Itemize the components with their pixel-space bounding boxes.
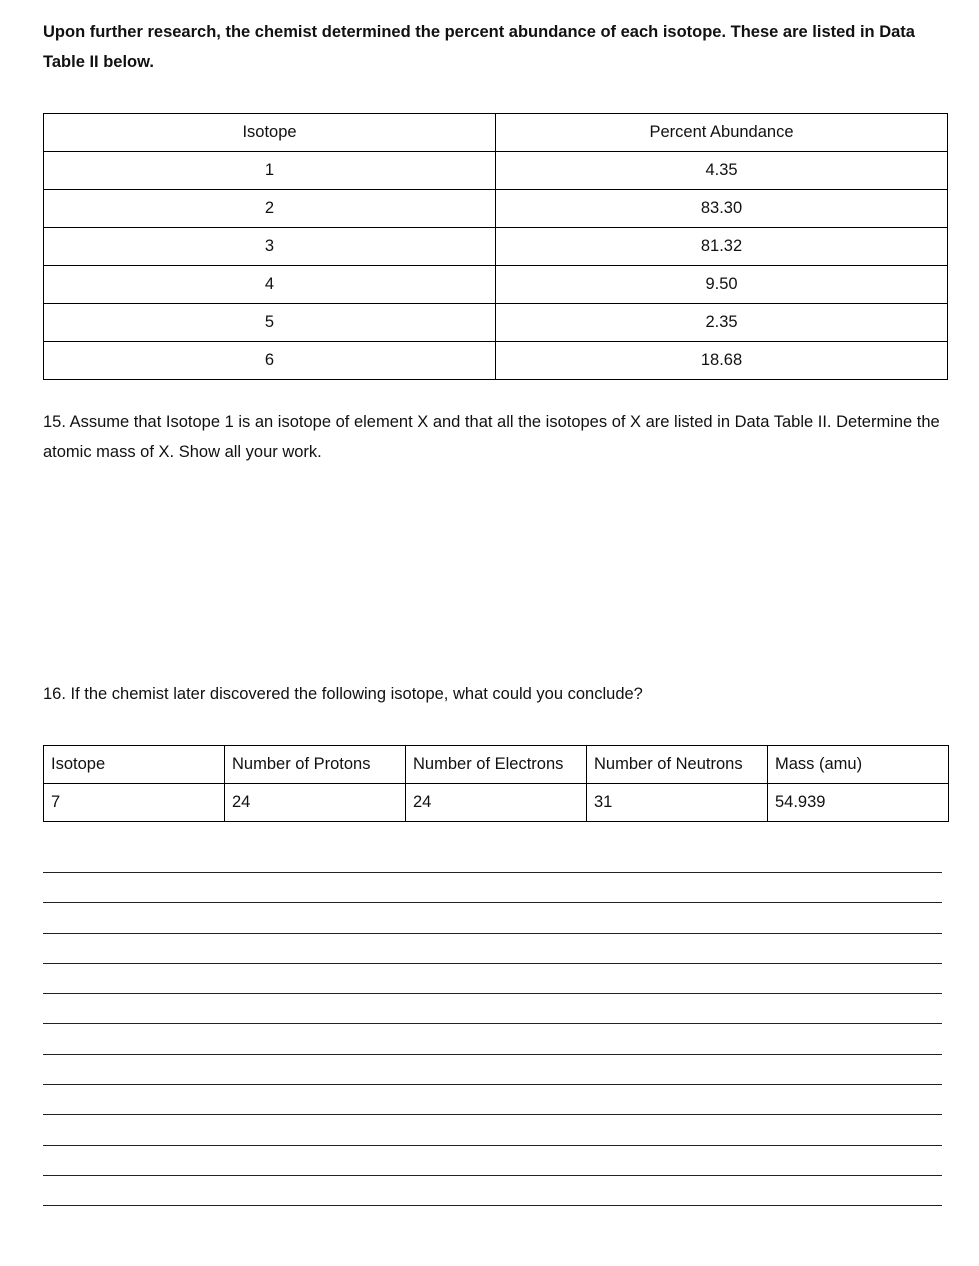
question-16: 16. If the chemist later discovered the following isotope, what could you conclude? xyxy=(43,685,643,703)
header-mass: Mass (amu) xyxy=(768,746,949,784)
isotope-7-table xyxy=(43,745,949,822)
cell-abundance: 18.68 xyxy=(496,342,948,380)
cell-neutrons: 31 xyxy=(587,784,768,822)
answer-line xyxy=(43,872,942,902)
answer-line xyxy=(43,993,942,1023)
cell-abundance: 83.30 xyxy=(496,190,948,228)
header-neutrons: Number of Neutrons xyxy=(587,746,768,784)
cell-isotope: 1 xyxy=(44,152,496,190)
answer-line xyxy=(43,963,942,993)
table-row xyxy=(44,342,948,380)
header-protons: Number of Protons xyxy=(225,746,406,784)
answer-lines xyxy=(43,872,942,1236)
cell-isotope: 6 xyxy=(44,342,496,380)
cell-isotope: 7 xyxy=(44,784,225,822)
cell-abundance: 2.35 xyxy=(496,304,948,342)
answer-line xyxy=(43,1054,942,1084)
answer-line xyxy=(43,1023,942,1053)
header-isotope: Isotope xyxy=(44,114,496,152)
table-header-row xyxy=(44,114,948,152)
answer-line xyxy=(43,1145,942,1175)
cell-protons: 24 xyxy=(225,784,406,822)
header-isotope: Isotope xyxy=(44,746,225,784)
header-electrons: Number of Electrons xyxy=(406,746,587,784)
cell-mass: 54.939 xyxy=(768,784,949,822)
data-table-ii xyxy=(43,113,948,380)
table-row xyxy=(44,784,949,822)
answer-line xyxy=(43,1205,942,1235)
cell-abundance: 4.35 xyxy=(496,152,948,190)
answer-line xyxy=(43,1114,942,1144)
table-row xyxy=(44,152,948,190)
cell-abundance: 81.32 xyxy=(496,228,948,266)
cell-abundance: 9.50 xyxy=(496,266,948,304)
table-row xyxy=(44,266,948,304)
cell-electrons: 24 xyxy=(406,784,587,822)
answer-line xyxy=(43,1175,942,1205)
answer-line xyxy=(43,902,942,932)
header-percent-abundance: Percent Abundance xyxy=(496,114,948,152)
table-row xyxy=(44,228,948,266)
intro-paragraph: Upon further research, the chemist determined the percent abundance of each isotope. These are listed in Data Table II below. xyxy=(43,23,915,71)
cell-isotope: 3 xyxy=(44,228,496,266)
question-15: 15. Assume that Isotope 1 is an isotope of element X and that all the isotopes of X are listed in Data Table II. Determine the atomic mass of X. Show all your work. xyxy=(43,413,940,461)
table-header-row xyxy=(44,746,949,784)
answer-line xyxy=(43,933,942,963)
table-row xyxy=(44,190,948,228)
table-row xyxy=(44,304,948,342)
cell-isotope: 4 xyxy=(44,266,496,304)
answer-line xyxy=(43,1084,942,1114)
cell-isotope: 2 xyxy=(44,190,496,228)
cell-isotope: 5 xyxy=(44,304,496,342)
